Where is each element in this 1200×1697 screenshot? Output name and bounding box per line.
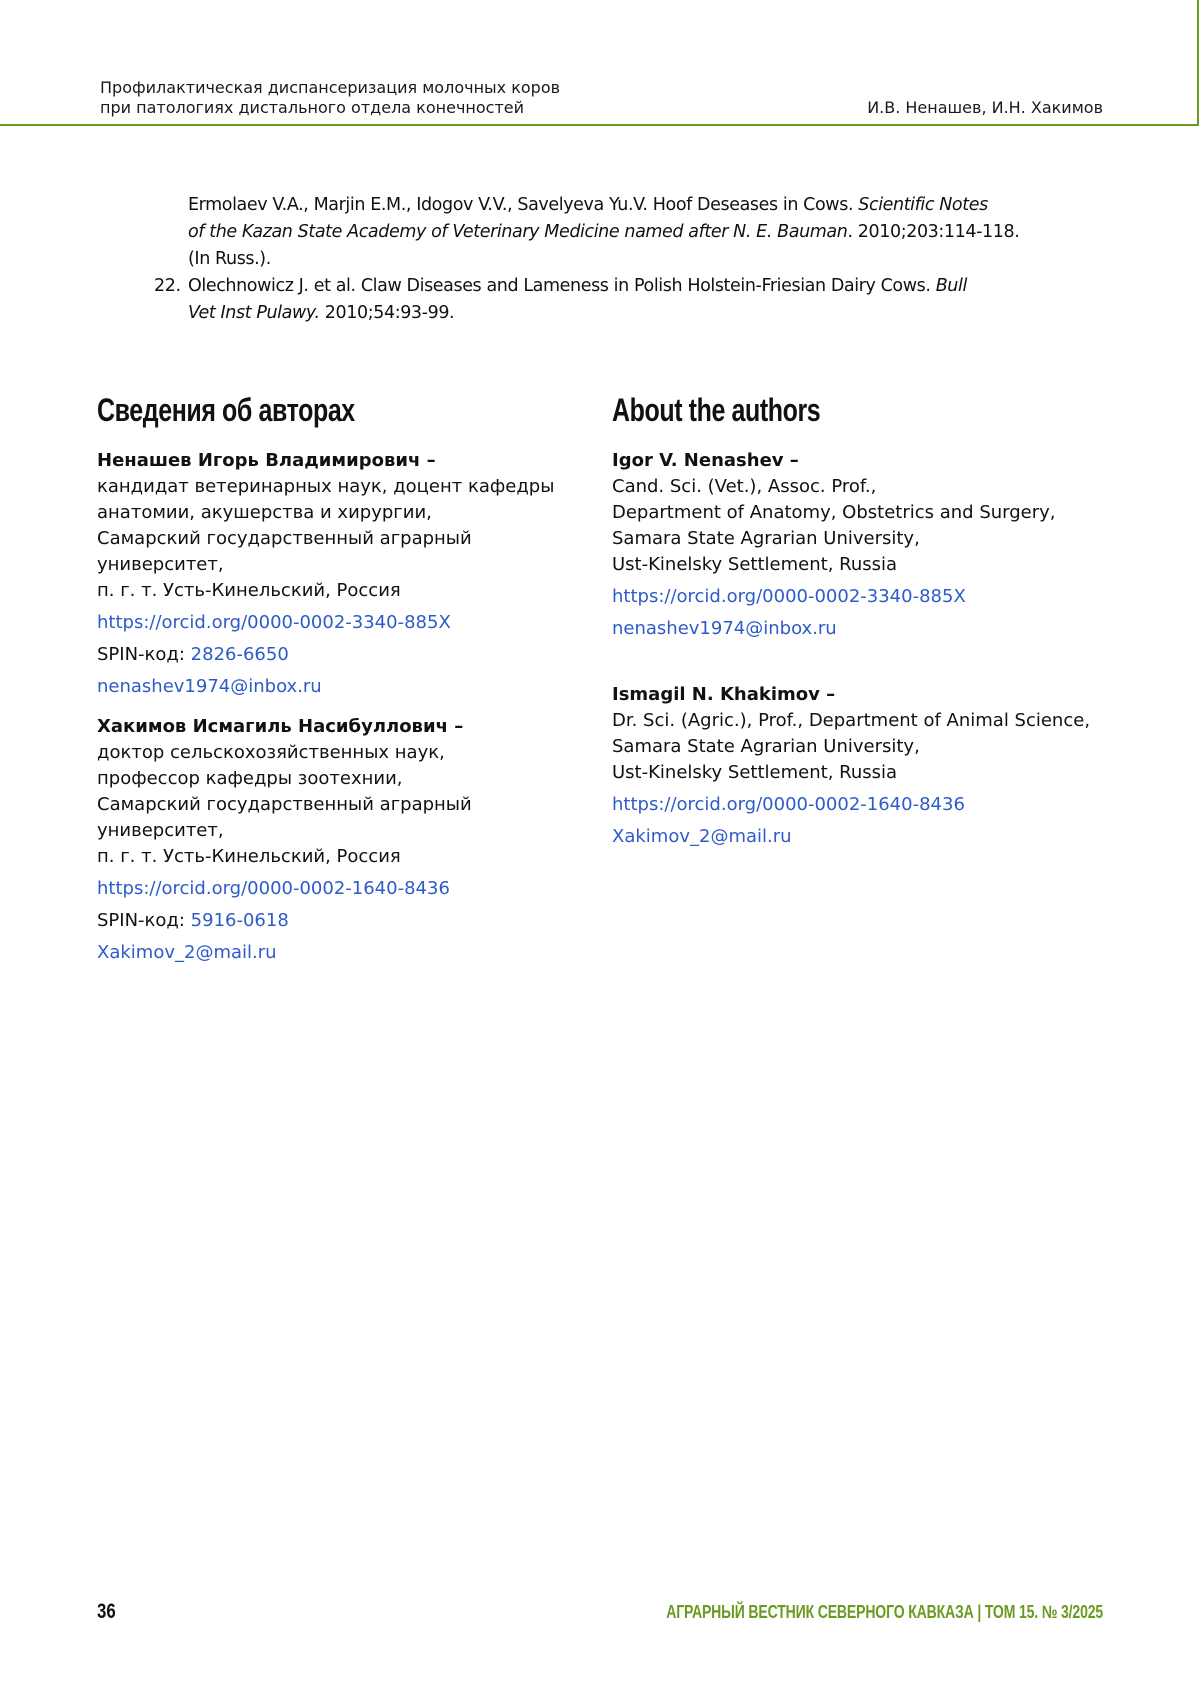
ref21-text-3: (In Russ.). <box>188 249 271 269</box>
spin-link[interactable]: 5916-0618 <box>190 910 289 931</box>
header-side-divider <box>1197 0 1199 126</box>
author-ru-nenashev <box>97 448 597 700</box>
email-link[interactable]: Xakimov_2@mail.ru <box>97 942 277 963</box>
ref21-journal-2: of the Kazan State Academy of Veterinary Medicine named after N. E. Bauman <box>188 222 848 242</box>
author-university: Самарский государственный аграрный университет, <box>97 794 472 841</box>
ref22-text-1: Olechnowicz J. et al. Claw Diseases and Lameness in Polish Holstein-Friesian Dairy Cows. <box>188 276 936 296</box>
author-location: п. г. т. Усть-Кинельский, Россия <box>97 580 401 601</box>
ref21-text-1: Ermolaev V.A., Marjin E.M., Idogov V.V., Savelyeva Yu.V. Hoof Deseases in Cows. <box>188 195 859 215</box>
orcid-link[interactable]: https://orcid.org/0000-0002-3340-885X <box>612 586 966 607</box>
spin-label: SPIN-код: <box>97 910 191 931</box>
author-university: Самарский государственный аграрный университет, <box>97 528 472 575</box>
authors-en-column <box>612 390 1132 850</box>
author-name: Igor V. Nenashev – <box>612 450 799 471</box>
reference-22 <box>150 273 1030 327</box>
running-title-line-2: при патологиях дистального отдела конечностей <box>100 98 524 117</box>
ref21-journal-1: Scientific Notes <box>858 195 988 215</box>
author-location: Ust-Kinelsky Settlement, Russia <box>612 762 898 783</box>
author-degree: кандидат ветеринарных наук, доцент кафедры <box>97 476 555 497</box>
article-running-title <box>100 78 560 118</box>
author-ru-khakimov <box>97 714 597 966</box>
authors-en-title: About the authors <box>612 392 821 428</box>
running-header <box>0 0 1200 128</box>
author-university: Samara State Agrarian University, <box>612 736 920 757</box>
author-degree: Cand. Sci. (Vet.), Assoc. Prof., <box>612 476 877 497</box>
header-divider <box>0 124 1199 126</box>
ref22-journal-2: Vet Inst Pulawy. <box>188 303 320 323</box>
running-authors: И.В. Ненашев, И.Н. Хакимов <box>867 98 1103 117</box>
authors-ru-column <box>97 390 597 966</box>
reference-list <box>150 192 1030 327</box>
orcid-link[interactable]: https://orcid.org/0000-0002-1640-8436 <box>612 794 965 815</box>
author-name: Ismagil N. Khakimov – <box>612 684 836 705</box>
spin-label: SPIN-код: <box>97 644 191 665</box>
spin-link[interactable]: 2826-6650 <box>190 644 289 665</box>
author-name: Хакимов Исмагиль Насибуллович – <box>97 716 464 737</box>
ref22-text-2: 2010;54:93-99. <box>319 303 455 323</box>
author-name: Ненашев Игорь Владимирович – <box>97 450 436 471</box>
author-degree: Dr. Sci. (Agric.), Prof., Department of Animal Science, <box>612 710 1091 731</box>
reference-21-continuation <box>150 192 1030 273</box>
orcid-link[interactable]: https://orcid.org/0000-0002-1640-8436 <box>97 878 450 899</box>
author-department: Department of Anatomy, Obstetrics and Surgery, <box>612 502 1056 523</box>
author-location: Ust-Kinelsky Settlement, Russia <box>612 554 898 575</box>
email-link[interactable]: nenashev1974@inbox.ru <box>612 618 837 639</box>
author-university: Samara State Agrarian University, <box>612 528 920 549</box>
author-en-nenashev <box>612 448 1132 642</box>
authors-ru-title: Сведения об авторах <box>97 392 355 428</box>
running-title-line-1: Профилактическая диспансеризация молочных коров <box>100 78 561 97</box>
spin-code <box>97 642 597 668</box>
journal-footer: АГРАРНЫЙ ВЕСТНИК СЕВЕРНОГО КАВКАЗА | ТОМ 15. № 3/2025 <box>666 1602 1103 1622</box>
author-department: анатомии, акушерства и хирургии, <box>97 502 432 523</box>
ref21-text-2: . 2010;203:114-118. <box>847 222 1020 242</box>
author-en-khakimov <box>612 682 1132 850</box>
orcid-link[interactable]: https://orcid.org/0000-0002-3340-885X <box>97 612 451 633</box>
email-link[interactable]: Xakimov_2@mail.ru <box>612 826 792 847</box>
spin-code <box>97 908 597 934</box>
author-location: п. г. т. Усть-Кинельский, Россия <box>97 846 401 867</box>
email-link[interactable]: nenashev1974@inbox.ru <box>97 676 322 697</box>
author-department: профессор кафедры зоотехнии, <box>97 768 403 789</box>
author-degree: доктор сельскохозяйственных наук, <box>97 742 445 763</box>
ref22-number: 22. <box>154 276 181 296</box>
page-number: 36 <box>97 1600 116 1623</box>
ref22-journal-1: Bull <box>935 276 967 296</box>
